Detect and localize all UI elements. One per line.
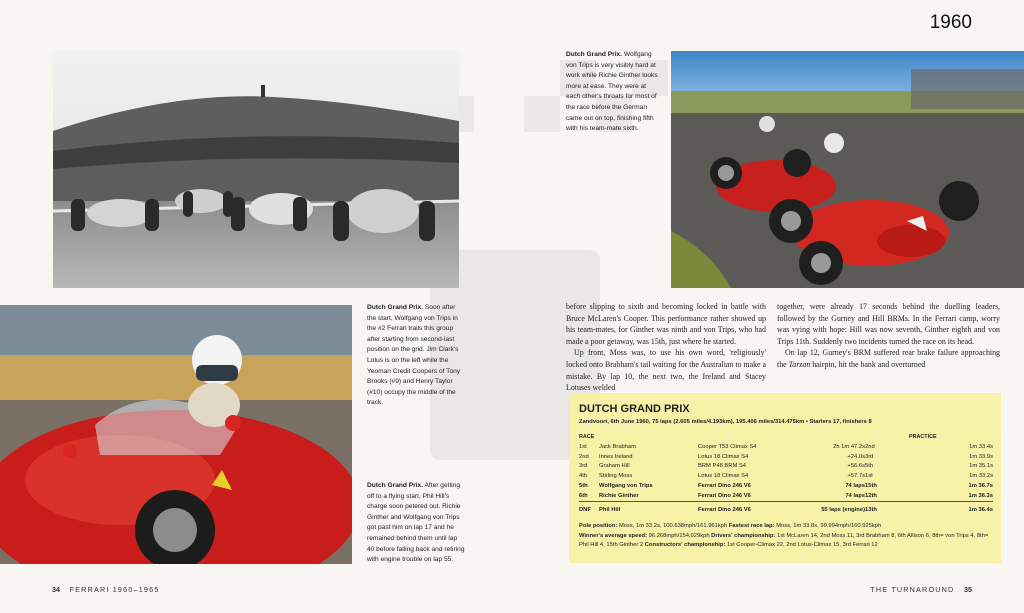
results-notes: Pole position: Moss, 1m 33.2s, 100.638mph/161.961kph Fastest race lap: Moss, 1m 33.8s, 99.994mph/160.925kph Winner's average speed: 96.268mph/154.929kph Drivers' championship: 1st McLaren 14, 2nd Moss 11, 3rd Brabham 8, 6th Allison 6, 8th= von Trips 4, 8th= Phil Hill 4, 15th Ginther 2 Constructors' championship: 1st Cooper-Climax 22, 2nd Lotus-Climax 15, 3rd Ferrari 12 — [579, 523, 989, 549]
caption-bottom-left — [367, 481, 465, 566]
results-cell-pos: 3rd — [579, 463, 588, 470]
results-cell-time: 1m 36.3s — [968, 492, 993, 499]
results-cell-driver: Richie Ginther — [599, 492, 639, 499]
results-cell-driver: Wolfgang von Trips — [599, 483, 653, 490]
results-cell-result: 74 laps — [845, 492, 865, 499]
caption-text: Wolfgang von Trips is very visibly hard at work while Richie Ginther looks more at ease. They were at each other's throats for most of the race before the German came out on top, finishing fifth with his team-mate sixth. — [566, 51, 658, 133]
results-row — [579, 491, 993, 501]
photo-race-start-bw — [53, 51, 459, 288]
results-cell-grid: 15th — [865, 483, 877, 490]
results-table — [579, 442, 993, 516]
results-cell-time: 1m 33.9s — [969, 453, 993, 460]
results-cell-grid: 13th — [865, 501, 920, 516]
body-column-1 — [566, 301, 766, 394]
caption-heading: Dutch Grand Prix. — [566, 51, 623, 58]
results-cell-pos: DNF — [579, 501, 599, 516]
race-label: RACE — [579, 434, 595, 440]
results-cell-pos: 6th — [579, 492, 588, 499]
photo-ferraris-colour — [671, 51, 1024, 288]
caption-text: After getting off to a flying start, Phil Hill's charge soon petered out. Richie Ginther and Wolfgang von Trips got past him on lap 17 and he remained behind them until lap 40 before falling back and retiring with engine trouble on lap 55. — [367, 482, 465, 564]
left-folio — [52, 585, 160, 594]
right-folio — [870, 585, 972, 594]
results-cell-grid: 2nd — [865, 443, 875, 450]
right-running-head: THE TURNAROUND — [870, 585, 955, 594]
results-cell-car: Lotus 18 Climax S4 — [698, 453, 749, 460]
results-cell-driver: Innes Ireland — [599, 453, 633, 460]
results-row — [579, 462, 993, 472]
results-cell-car: Lotus 18 Climax S4 — [698, 473, 749, 480]
results-title: DUTCH GRAND PRIX — [579, 403, 690, 415]
results-cell-pos: 1st — [579, 443, 587, 450]
results-row — [579, 452, 993, 462]
results-cell-driver: Graham Hill — [599, 463, 630, 470]
results-row — [579, 501, 993, 516]
results-cell-result: +24.0s — [847, 453, 865, 460]
caption-top-right — [566, 50, 660, 135]
right-page-number: 35 — [964, 585, 972, 594]
results-cell-driver: Jack Brabham — [599, 443, 637, 450]
results-row — [579, 471, 993, 481]
left-page-number: 34 — [52, 585, 60, 594]
results-cell-pos: 2nd — [579, 453, 589, 460]
body-column-2 — [777, 301, 1000, 371]
body-paragraph: before slipping to sixth and becoming locked in battle with Bruce McLaren's Cooper. This performance rather showed up his team-mates, for Ginther was ninth and von Trips, who had made a poor getaway, was 15th, just where he started. — [566, 302, 766, 346]
results-cell-result: +57.7s — [847, 473, 865, 480]
results-cell-grid: 12th — [865, 492, 877, 499]
chapter-year: 1960 — [929, 12, 972, 33]
body-paragraph: Up front, Moss was, to use his own word, 'religiously' locked onto Brabham's tail waiting for the Australian to make a mistake. By lap 10, the next two, the Ireland and Stacey Lotuses welded — [566, 348, 766, 393]
results-cell-grid: 1st — [865, 473, 873, 480]
results-cell-grid: 5th — [865, 463, 874, 470]
results-box — [569, 393, 1001, 563]
results-cell-car: BRM P48 BRM S4 — [698, 463, 746, 470]
results-cell-time: 1m 36.7s — [968, 483, 993, 490]
results-cell-result: +56.6s — [847, 463, 865, 470]
results-cell-grid: 3rd — [865, 453, 874, 460]
photo-phil-hill-colour — [0, 305, 352, 564]
results-cell-result: 55 laps (engine) — [793, 501, 865, 516]
caption-heading: Dutch Grand Prix. — [367, 482, 424, 489]
caption-middle-left — [367, 303, 465, 409]
results-cell-car: Cooper T53 Climax S4 — [698, 443, 757, 450]
results-cell-driver: Phil Hill — [599, 501, 698, 516]
results-subtitle: Zandvoort, 6th June 1960, 75 laps (2.605 miles/4.193km), 195.406 miles/314.475km • Starters 17, finishers 8 — [579, 419, 872, 425]
caption-text: Soon after the start, Wolfgang von Trips in the #2 Ferrari trails this group after starting from second-last position on the grid. Jim Clark's Lotus is on the left while the Yeoman Credit Coopers of Tony Brooks (#9) and Henry Taylor (#10) occupy the middle of the track. — [367, 304, 461, 407]
results-row — [579, 481, 993, 491]
results-cell-pos: 5th — [579, 483, 588, 490]
results-cell-pos: 4th — [579, 473, 588, 480]
results-cell-car: Ferrari Dino 246 V6 — [698, 483, 751, 490]
left-running-head: FERRARI 1960–1965 — [69, 585, 160, 594]
caption-heading: Dutch Grand Prix. — [367, 304, 424, 311]
body-paragraph: together, were already 17 seconds behind the duelling leaders, followed by the Gurney and Hill BRMs. In the Ferrari camp, worry was vying with hope: Hill was now seventh, Ginther eighth and von Trips 11th. Suddenly two incidents turned the race on its head. — [777, 302, 1000, 346]
practice-label: PRACTICE — [909, 434, 937, 440]
results-cell-driver: Stirling Moss — [599, 473, 633, 480]
results-cell-time: 1m 36.4s — [920, 501, 993, 516]
results-cell-result: 74 laps — [845, 483, 865, 490]
body-paragraph: On lap 12, Gurney's BRM suffered rear brake failure approaching the Tarzan hairpin, hit the bank and overturned — [777, 348, 1000, 369]
results-cell-time: 1m 33.2s — [969, 473, 993, 480]
results-cell-time: 1m 33.4s — [969, 443, 993, 450]
results-cell-result: 2h 1m 47.2s — [833, 443, 865, 450]
results-cell-car: Ferrari Dino 246 V6 — [698, 501, 793, 516]
results-cell-time: 1m 35.1s — [969, 463, 993, 470]
results-cell-car: Ferrari Dino 246 V6 — [698, 492, 751, 499]
results-row — [579, 442, 993, 452]
